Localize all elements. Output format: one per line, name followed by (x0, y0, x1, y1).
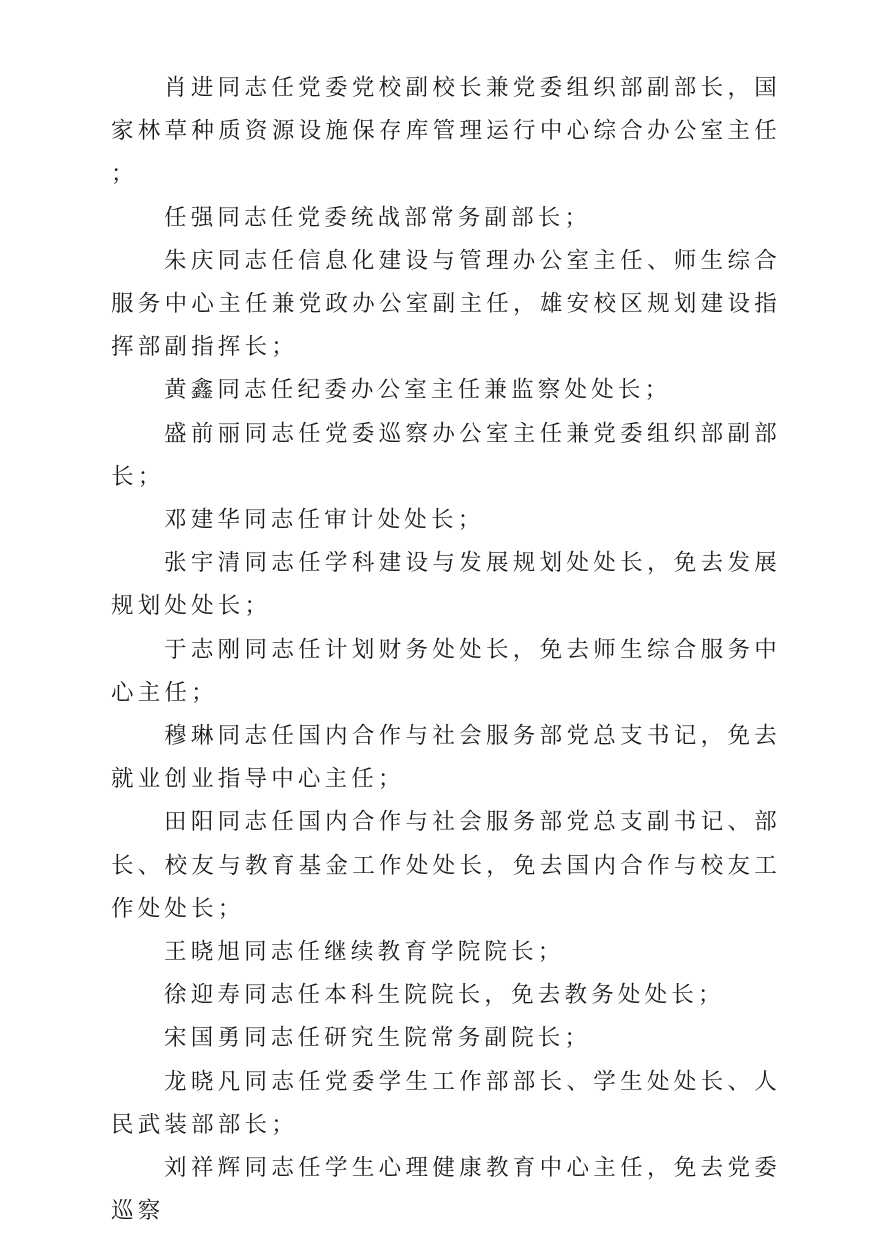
paragraph-appointment-1: 肖进同志任党委党校副校长兼党委组织部副部长，国家林草种质资源设施保存库管理运行中心综合办公室主任； (111, 75, 781, 188)
paragraph-appointment-10: 田阳同志任国内合作与社会服务部党总支副书记、部长、校友与教育基金工作处处长，免去国内合作与校友工作处处长； (111, 809, 781, 922)
paragraph-appointment-12: 徐迎寿同志任本科生院院长，免去教务处处长； (164, 982, 725, 1009)
paragraph-appointment-13: 宋国勇同志任研究生院常务副院长； (164, 1025, 592, 1052)
paragraph-appointment-3: 朱庆同志任信息化建设与管理办公室主任、师生综合服务中心主任兼党政办公室副主任，雄安校区规划建设指挥部副指挥长； (111, 247, 781, 361)
paragraph-appointment-15: 刘祥辉同志任学生心理健康教育中心主任，免去党委巡察 (111, 1155, 781, 1225)
document-body (111, 67, 781, 1233)
paragraph-appointment-9: 穆琳同志任国内合作与社会服务部党总支书记，免去就业创业指导中心主任； (111, 723, 781, 793)
paragraph-appointment-14: 龙晓凡同志任党委学生工作部部长、学生处处长、人民武装部部长； (111, 1068, 781, 1138)
paragraph-appointment-2: 任强同志任党委统战部常务副部长； (164, 204, 592, 231)
paragraph-appointment-8: 于志刚同志任计划财务处处长，免去师生综合服务中心主任； (111, 636, 781, 706)
paragraph-appointment-5: 盛前丽同志任党委巡察办公室主任兼党委组织部副部长； (111, 420, 781, 490)
paragraph-appointment-11: 王晓旭同志任继续教育学院院长； (164, 939, 565, 966)
paragraph-appointment-6: 邓建华同志任审计处处长； (164, 507, 485, 534)
paragraph-appointment-7: 张宇清同志任学科建设与发展规划处处长，免去发展规划处处长； (111, 550, 781, 620)
paragraph-appointment-4: 黄鑫同志任纪委办公室主任兼监察处处长； (164, 377, 672, 404)
